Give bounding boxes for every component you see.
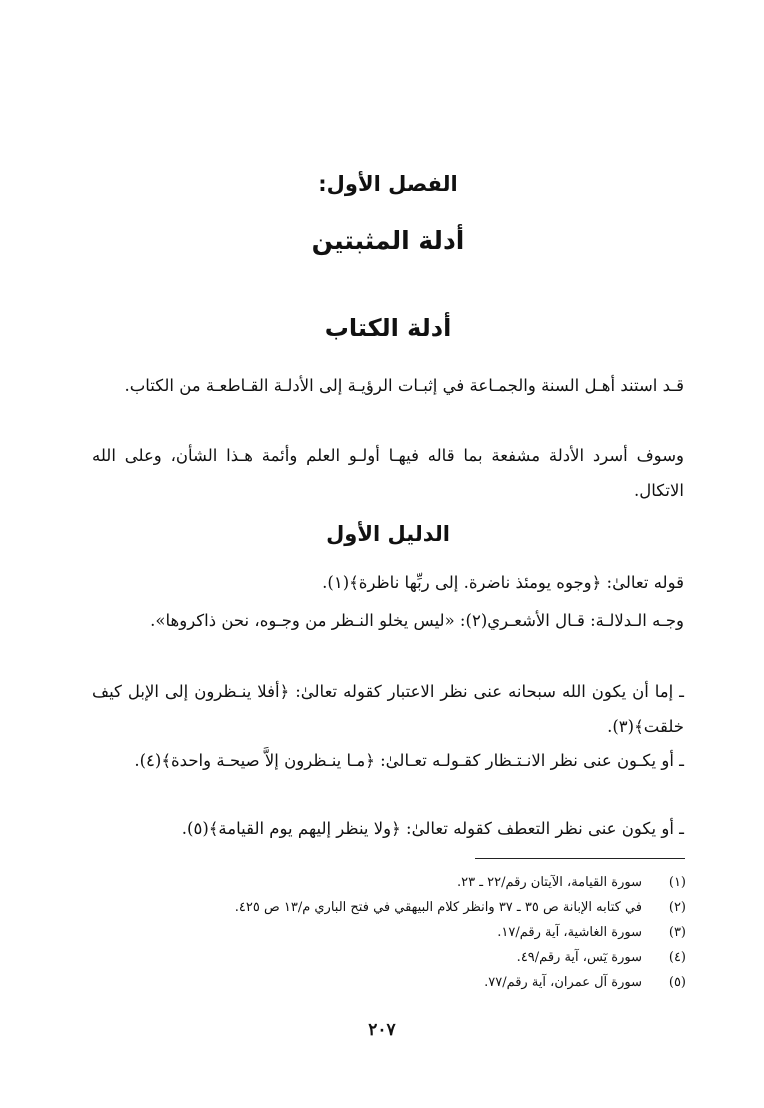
proof-option-3: ـ أو يكون عنى نظر التعطف كقوله تعالىٰ: ﴿ولا ينظر إليهم يوم القيامة﴾(٥).	[181, 819, 684, 838]
footnote-text: سورة يٓس، آية رقم/٤٩.	[516, 950, 642, 965]
chapter-title: الفصل الأول:	[318, 172, 458, 196]
footnote-text: سورة القيامة، الآيتان رقم/٢٢ ـ ٢٣.	[456, 875, 642, 890]
footnote-divider	[475, 858, 685, 859]
proof-verse-paragraph: قوله تعالىٰ: ﴿وجوه يومئذ ناضرة. إلى ربِّها ناظرة﴾(١).	[322, 573, 684, 592]
footnote-text: سورة آل عمران، آية رقم/٧٧.	[484, 975, 642, 990]
page-number: ٢٠٧	[368, 1020, 396, 1040]
footnote-item	[126, 945, 686, 970]
footnotes-list	[126, 870, 686, 995]
proof-argument-paragraph: وجـه الـدلالـة: قـال الأشعـري(٢): «ليس يخلو النـظر من وجـوه، نحن ذاكروها».	[150, 611, 684, 630]
footnote-number: (١)	[668, 875, 686, 890]
intro-paragraph-2: وسوف أسرد الأدلة مشفعة بما قاله فيهـا أولـو العلم وأئمة هـذا الشأن، وعلى الله الاتكال.	[92, 446, 684, 500]
footnote-number: (٥)	[668, 975, 686, 990]
footnote-item	[126, 895, 686, 920]
proof-option-2: ـ أو يكـون عنى نظر الانـتـظار كقـولـه تعـالىٰ: ﴿مـا ينـظرون إلاَّ صيحـة واحدة﴾(٤).	[134, 751, 684, 770]
footnote-text: في كتابه الإبانة ص ٣٥ ـ ٣٧ وانظر كلام البيهقي في فتح الباري م/١٣ ص ٤٢٥.	[234, 900, 642, 915]
section-title: أدلة الكتاب	[324, 314, 452, 342]
proof-option-1: ـ إما أن يكون الله سبحانه عنى نظر الاعتبار كقوله تعالىٰ: ﴿أفلا ينـظرون إلى الإبل كيف خلقت﴾(٣).	[92, 682, 684, 736]
footnote-text: سورة الغاشية، آية رقم/١٧.	[497, 925, 642, 940]
footnote-number: (٣)	[668, 925, 686, 940]
first-proof-title: الدليل الأول	[326, 522, 450, 546]
footnote-item	[126, 920, 686, 945]
footnote-number: (٢)	[668, 900, 686, 915]
footnote-item	[126, 970, 686, 995]
footnote-item	[126, 870, 686, 895]
chapter-subtitle: أدلة المثبتين	[311, 226, 465, 255]
intro-paragraph-1: قـد استند أهـل السنة والجمـاعة في إثبـات الرؤيـة إلى الأدلـة القـاطعـة من الكتاب.	[124, 376, 684, 395]
footnote-number: (٤)	[668, 950, 686, 965]
